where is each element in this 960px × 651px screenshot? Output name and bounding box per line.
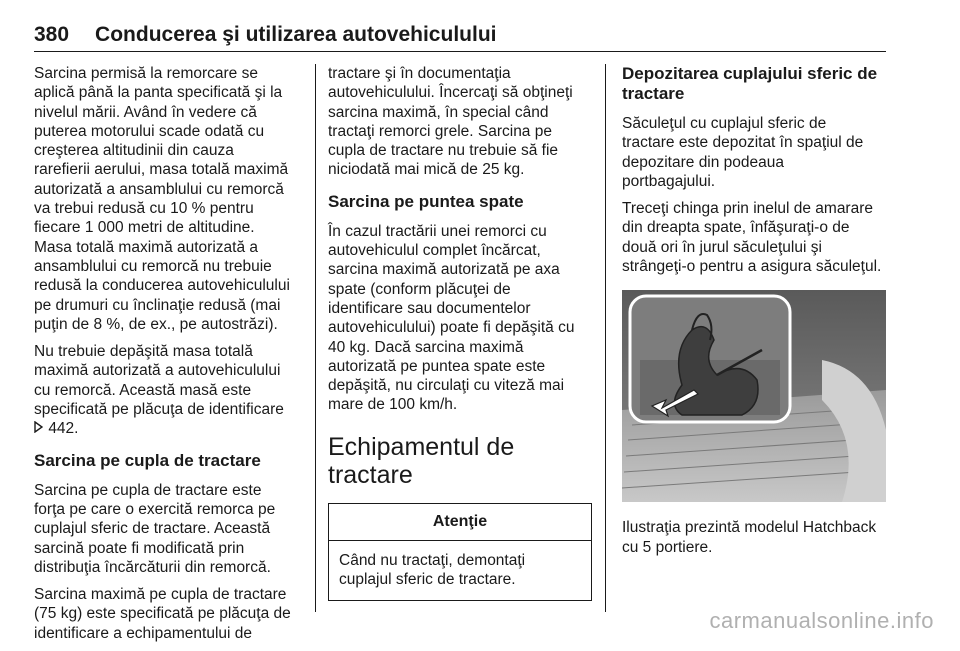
column-middle (328, 64, 594, 601)
column-divider (605, 64, 606, 612)
paragraph: tractare şi în documentaţia autovehiculului. Încercaţi să obţineţi sarcina maximă, în special când tractaţi remorci grele. Sarcina pe cupla de tractare nu trebuie să fie niciodată mai mică de 25 kg. (328, 65, 573, 179)
warning-title: Atenţie (329, 504, 591, 541)
page-reference-link[interactable]: 442. (48, 420, 79, 438)
paragraph: Nu trebuie depăşită masa totală maximă autorizată a autovehiculului cu remorcă. Această masă este specificată pe plăcuţa de identificare 442. (34, 343, 284, 438)
column-divider (315, 64, 316, 612)
page-number: 380 (34, 23, 70, 46)
paragraph: În cazul tractării unei remorci cu autovehiculul complet încărcat, sarcina maximă autorizată pe axa spate (conform plăcuţei de identificare sau documentelor autovehiculului) poate fi depăşită cu 40 kg. Dacă sarcina maximă autorizată pe puntea spate este depăşită, nu circulaţi cu viteză mai mare de 100 km/h. (328, 222, 575, 414)
chapter-heading: Echipamentul de tractare (328, 432, 515, 489)
paragraph: Sarcina permisă la remorcare se aplică până la panta specificată şi la nivelul mării. Având în vedere că puterea motorului scade odată cu creşterea altitudinii din cauza rarefierii aerului, masa totală maximă autorizată a ansamblului cu remorcă va trebui redusă cu 10 % pentru fiecare 1 000 metri de altitudine. Masa totală maximă autorizată a ansamblului cu remorcă nu trebuie redusă la conducerea autovehiculului pe drumuri cu înclinaţie redusă (mai puţin de 8 %, de ex., pe autostrăzi). (34, 65, 290, 333)
column-left (34, 64, 304, 651)
paragraph: Sarcina maximă pe cupla de tractare (75 kg) este specificată pe plăcuţa de identificare a echipamentului de (34, 586, 291, 642)
paragraph: Treceţi chinga prin inelul de amarare din dreapta spate, înfăşuraţi-o de două ori în jurul săculeţului şi strângeţi-o pentru a asigura săculeţul. (622, 200, 882, 276)
paragraph: Sarcina pe cupla de tractare este forţa pe care o exercită remorca pe cuplajul sferic de tractare. Această sarcină poate fi modificată prin distribuţia încărcăturii din remorcă. (34, 481, 276, 576)
column-right (622, 64, 888, 565)
warning-box (328, 503, 592, 601)
warning-body: Când nu tractaţi, demontaţi cuplajul sferic de tractare. (339, 552, 526, 589)
page-header (34, 22, 886, 52)
arrow-reference-icon[interactable] (34, 419, 44, 438)
section-heading: Sarcina pe cupla de tractare (34, 450, 261, 470)
watermark: carmanualsonline.info (709, 608, 934, 633)
figure-caption: Ilustraţia prezintă modelul Hatchback cu 5 portiere. (622, 519, 877, 556)
section-heading: Sarcina pe puntea spate (328, 191, 524, 211)
trunk-towbar-bag-illustration (622, 290, 886, 502)
section-heading: Depozitarea cuplajului sferic de tractare (622, 64, 878, 103)
page-title: Conducerea şi utilizarea autovehiculului (95, 23, 497, 46)
paragraph: Săculeţul cu cuplajul sferic de tractare este depozitat în spaţiul de depozitare din podeaua portbagajului. (622, 115, 864, 190)
